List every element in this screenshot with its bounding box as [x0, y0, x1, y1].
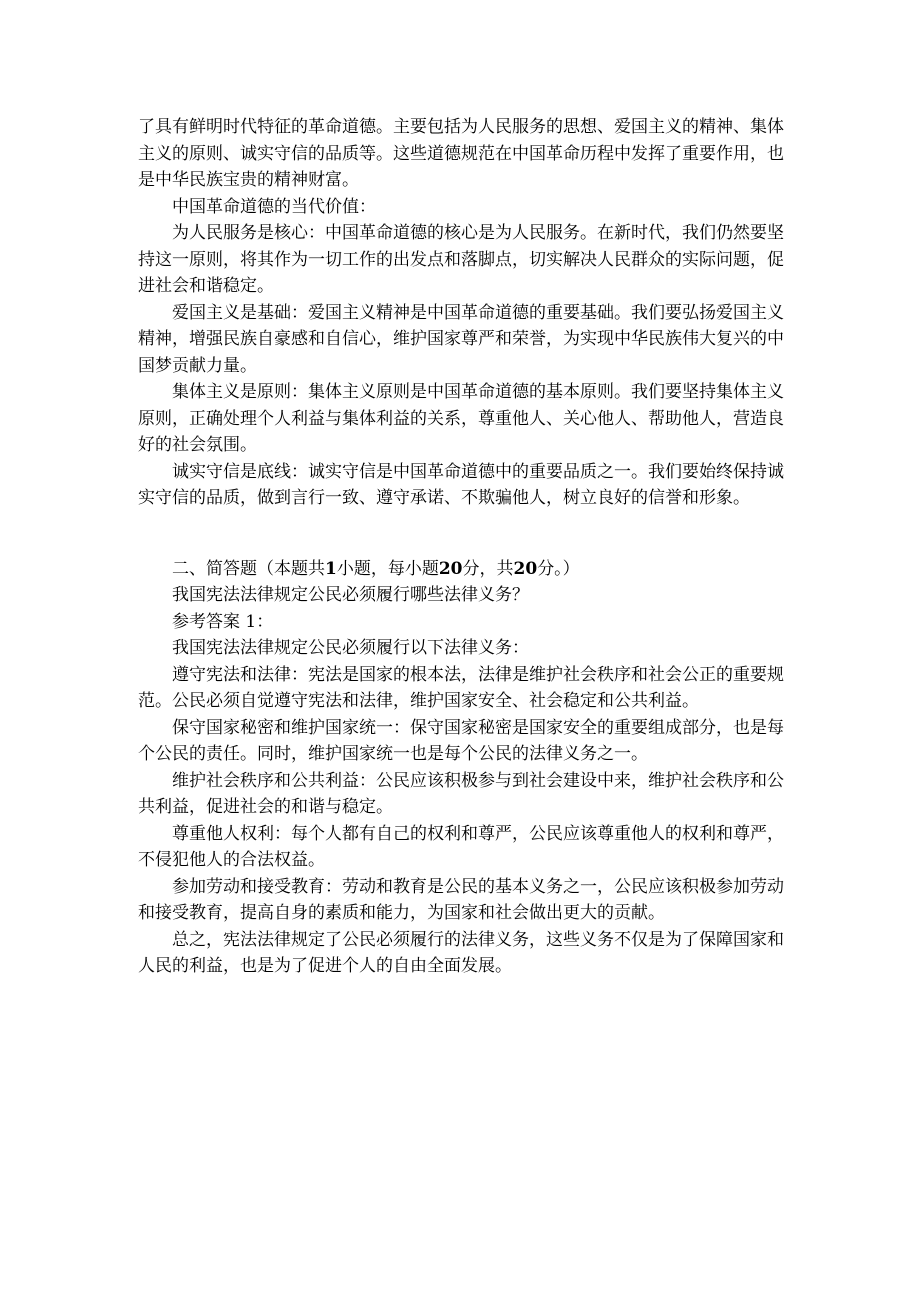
- value-paragraph-serve-people: 为人民服务是核心：中国革命道德的核心是为人民服务。在新时代，我们仍然要坚持这一原则，将其作为一切工作的出发点和落脚点，切实解决人民群众的实际问题，促进社会和谐稳定。: [138, 223, 784, 296]
- duty-paragraph-state-secrets: 保守国家秘密和维护国家统一：保守国家秘密是国家安全的重要组成部分，也是每个公民的责任。同时，维护国家统一也是每个公民的法律义务之一。: [138, 717, 784, 764]
- heading-text-post: 分。）: [537, 558, 580, 579]
- duty-paragraph-labor-education: 参加劳动和接受教育：劳动和教育是公民的基本义务之一，公民应该积极参加劳动和接受教育，提高自身的素质和能力，为国家和社会做出更大的贡献。: [138, 876, 784, 923]
- duty-paragraph-social-order: 维护社会秩序和公共利益：公民应该积极参与到社会建设中来，维护社会秩序和公共利益，促进社会的和谐与稳定。: [138, 770, 784, 817]
- heading-question-count: 1: [325, 558, 337, 579]
- section-gap: [138, 512, 784, 556]
- heading-points-each: 20: [438, 558, 463, 579]
- heading-points-total: 20: [513, 558, 538, 579]
- answer-label: 参考答案 1：: [172, 611, 274, 632]
- heading-text-mid1: 小题，每小题: [336, 558, 439, 579]
- section-heading: [138, 556, 784, 583]
- duty-paragraph-obey-law: 遵守宪法和法律：宪法是国家的根本法，法律是维护社会秩序和社会公正的重要规范。公民必须自觉遵守宪法和法律，维护国家安全、社会稳定和公共利益。: [138, 664, 784, 711]
- answer-intro: 我国宪法法律规定公民必须履行以下法律义务：: [172, 638, 529, 658]
- heading-text-mid2: 分，共: [462, 558, 514, 579]
- value-heading: 中国革命道德的当代价值：: [172, 196, 376, 217]
- duty-paragraph-respect-rights: 尊重他人权利：每个人都有自己的权利和尊严，公民应该尊重他人的权利和尊严，不侵犯他人的合法权益。: [138, 823, 784, 870]
- intro-paragraph: 了具有鲜明时代特征的革命道德。主要包括为人民服务的思想、爱国主义的精神、集体主义的原则、诚实守信的品质等。这些道德规范在中国革命历程中发挥了重要作用，也是中华民族宝贵的精神财富。: [138, 117, 784, 190]
- conclusion-paragraph: 总之，宪法法律规定了公民必须履行的法律义务，这些义务不仅是为了保障国家和人民的利益，也是为了促进个人的自由全面发展。: [138, 929, 784, 976]
- value-paragraph-honesty: 诚实守信是底线：诚实守信是中国革命道德中的重要品质之一。我们要始终保持诚实守信的品质，做到言行一致、遵守承诺、不欺骗他人，树立良好的信誉和形象。: [138, 461, 784, 508]
- value-paragraph-patriotism: 爱国主义是基础：爱国主义精神是中国革命道德的重要基础。我们要弘扬爱国主义精神，增强民族自豪感和自信心，维护国家尊严和荣誉，为实现中华民族伟大复兴的中国梦贡献力量。: [138, 302, 784, 376]
- value-paragraph-collectivism: 集体主义是原则：集体主义原则是中国革命道德的基本原则。我们要坚持集体主义原则，正确处理个人利益与集体利益的关系，尊重他人、关心他人、帮助他人，营造良好的社会氛围。: [138, 382, 784, 455]
- heading-text-pre: 二、简答题（本题共: [172, 558, 325, 579]
- question-text: 我国宪法法律规定公民必须履行哪些法律义务？: [172, 585, 529, 605]
- document-page: [138, 114, 784, 980]
